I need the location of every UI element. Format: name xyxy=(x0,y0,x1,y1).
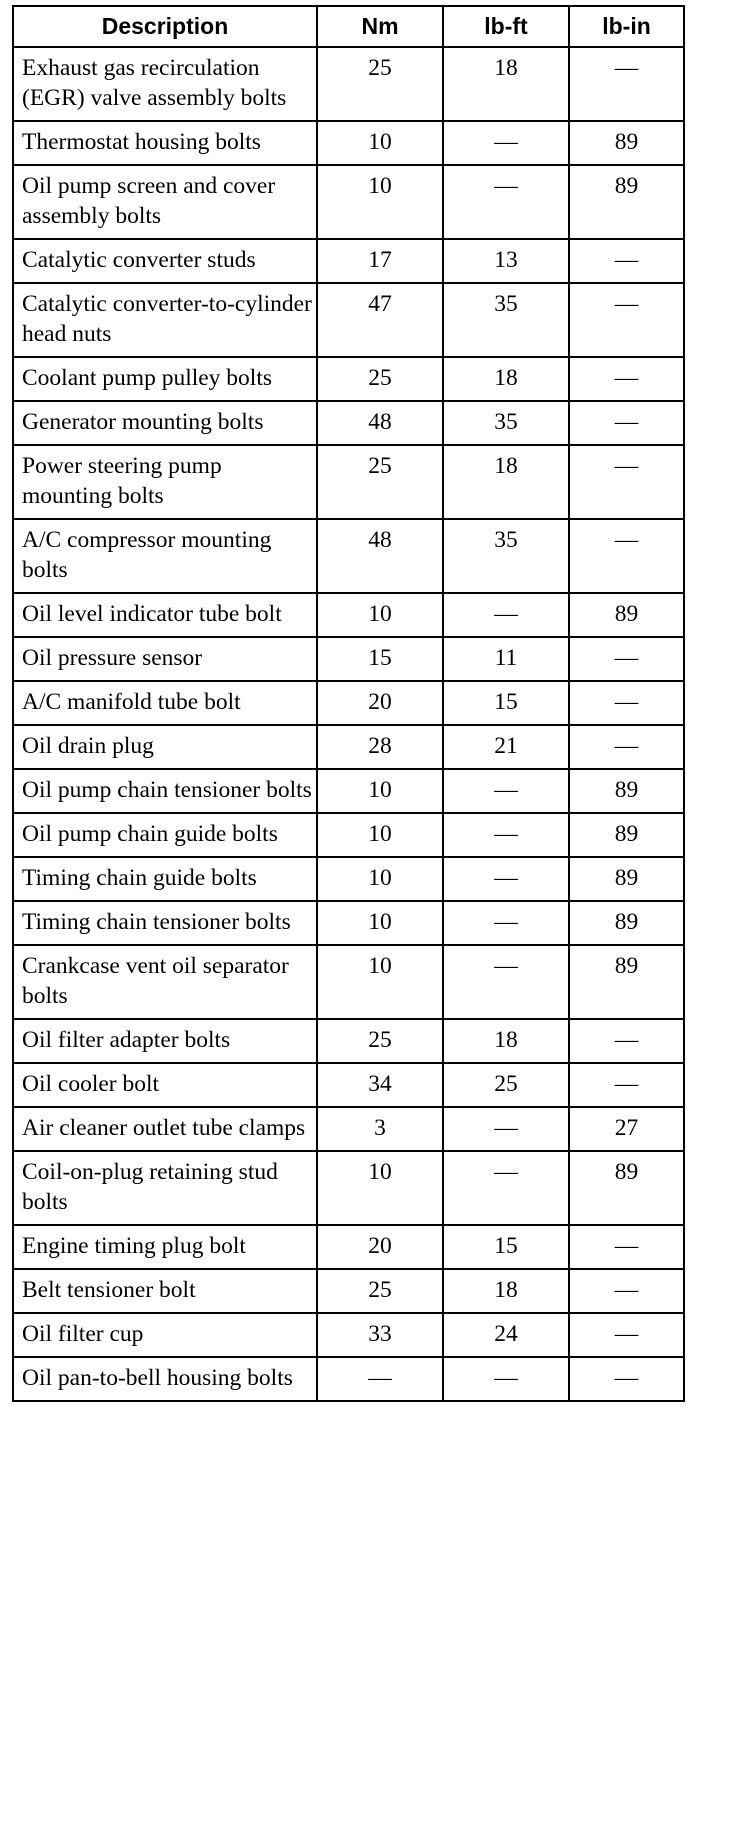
cell-lb-in: — xyxy=(569,1269,684,1313)
table-row xyxy=(13,725,684,769)
cell-description: A/C manifold tube bolt xyxy=(13,681,317,725)
cell-lb-ft: — xyxy=(443,121,569,165)
cell-lb-ft: 15 xyxy=(443,681,569,725)
cell-nm: 25 xyxy=(317,357,443,401)
cell-description: Belt tensioner bolt xyxy=(13,1269,317,1313)
table-row xyxy=(13,283,684,357)
cell-lb-ft: — xyxy=(443,593,569,637)
cell-nm: 10 xyxy=(317,769,443,813)
table-row xyxy=(13,1225,684,1269)
cell-nm: 10 xyxy=(317,813,443,857)
cell-lb-in: 89 xyxy=(569,945,684,1019)
cell-nm: 20 xyxy=(317,1225,443,1269)
cell-lb-in: 89 xyxy=(569,813,684,857)
cell-lb-ft: 35 xyxy=(443,519,569,593)
table-row xyxy=(13,445,684,519)
cell-description: Engine timing plug bolt xyxy=(13,1225,317,1269)
cell-nm: 3 xyxy=(317,1107,443,1151)
table-row xyxy=(13,239,684,283)
cell-lb-ft: 13 xyxy=(443,239,569,283)
cell-lb-ft: 18 xyxy=(443,445,569,519)
column-header-lb-in: lb-in xyxy=(569,6,684,47)
cell-lb-in: — xyxy=(569,283,684,357)
cell-description: Oil filter adapter bolts xyxy=(13,1019,317,1063)
cell-lb-ft: 15 xyxy=(443,1225,569,1269)
cell-lb-ft: 18 xyxy=(443,1019,569,1063)
torque-specifications-table xyxy=(12,5,685,1402)
cell-nm: 10 xyxy=(317,121,443,165)
cell-description: Oil level indicator tube bolt xyxy=(13,593,317,637)
cell-lb-ft: — xyxy=(443,813,569,857)
header-row xyxy=(13,6,684,47)
cell-description: Oil cooler bolt xyxy=(13,1063,317,1107)
cell-lb-ft: 25 xyxy=(443,1063,569,1107)
cell-lb-in: — xyxy=(569,681,684,725)
cell-lb-ft: 18 xyxy=(443,47,569,121)
cell-description: Oil filter cup xyxy=(13,1313,317,1357)
cell-lb-ft: 18 xyxy=(443,1269,569,1313)
table-row xyxy=(13,813,684,857)
cell-lb-in: — xyxy=(569,239,684,283)
cell-description: Generator mounting bolts xyxy=(13,401,317,445)
column-header-lb-ft: lb-ft xyxy=(443,6,569,47)
table-row xyxy=(13,857,684,901)
cell-lb-ft: — xyxy=(443,901,569,945)
cell-description: Oil pump screen and cover assembly bolts xyxy=(13,165,317,239)
cell-lb-ft: 11 xyxy=(443,637,569,681)
cell-nm: 25 xyxy=(317,1269,443,1313)
table-row xyxy=(13,165,684,239)
table-row xyxy=(13,901,684,945)
cell-nm: 10 xyxy=(317,593,443,637)
table-row xyxy=(13,519,684,593)
table-row xyxy=(13,1063,684,1107)
cell-lb-in: — xyxy=(569,47,684,121)
cell-lb-in: 89 xyxy=(569,165,684,239)
table-row xyxy=(13,1269,684,1313)
cell-lb-in: — xyxy=(569,1357,684,1401)
table-row xyxy=(13,1151,684,1225)
cell-lb-ft: 18 xyxy=(443,357,569,401)
cell-lb-ft: 24 xyxy=(443,1313,569,1357)
cell-lb-in: 89 xyxy=(569,857,684,901)
table-body xyxy=(13,47,684,1401)
cell-nm: 25 xyxy=(317,445,443,519)
cell-description: Oil pump chain tensioner bolts xyxy=(13,769,317,813)
column-header-nm: Nm xyxy=(317,6,443,47)
cell-description: Catalytic converter-to-cylinder head nuts xyxy=(13,283,317,357)
cell-description: Coil-on-plug retaining stud bolts xyxy=(13,1151,317,1225)
table-row xyxy=(13,1357,684,1401)
cell-lb-ft: — xyxy=(443,1357,569,1401)
cell-nm: 10 xyxy=(317,1151,443,1225)
cell-nm: 47 xyxy=(317,283,443,357)
cell-nm: 10 xyxy=(317,857,443,901)
table-row xyxy=(13,1107,684,1151)
cell-nm: 20 xyxy=(317,681,443,725)
column-header-description: Description xyxy=(13,6,317,47)
cell-lb-in: — xyxy=(569,1225,684,1269)
cell-nm: 28 xyxy=(317,725,443,769)
table-row xyxy=(13,945,684,1019)
cell-lb-ft: — xyxy=(443,769,569,813)
cell-nm: 25 xyxy=(317,1019,443,1063)
cell-lb-in: — xyxy=(569,445,684,519)
cell-lb-ft: 21 xyxy=(443,725,569,769)
cell-lb-ft: — xyxy=(443,1151,569,1225)
cell-lb-in: — xyxy=(569,1313,684,1357)
cell-lb-ft: — xyxy=(443,857,569,901)
table-row xyxy=(13,121,684,165)
cell-description: Exhaust gas recirculation (EGR) valve assembly bolts xyxy=(13,47,317,121)
cell-nm: 48 xyxy=(317,519,443,593)
cell-lb-ft: — xyxy=(443,1107,569,1151)
cell-lb-in: — xyxy=(569,1063,684,1107)
cell-lb-in: 89 xyxy=(569,1151,684,1225)
table-row xyxy=(13,357,684,401)
cell-nm: 34 xyxy=(317,1063,443,1107)
cell-description: Crankcase vent oil separator bolts xyxy=(13,945,317,1019)
cell-description: Catalytic converter studs xyxy=(13,239,317,283)
table-row xyxy=(13,637,684,681)
cell-lb-in: — xyxy=(569,1019,684,1063)
table-row xyxy=(13,1313,684,1357)
cell-nm: 48 xyxy=(317,401,443,445)
cell-lb-in: 27 xyxy=(569,1107,684,1151)
cell-nm: 10 xyxy=(317,945,443,1019)
cell-description: A/C compressor mounting bolts xyxy=(13,519,317,593)
cell-lb-in: — xyxy=(569,637,684,681)
cell-nm: 15 xyxy=(317,637,443,681)
cell-lb-ft: — xyxy=(443,945,569,1019)
cell-description: Oil pan-to-bell housing bolts xyxy=(13,1357,317,1401)
cell-nm: — xyxy=(317,1357,443,1401)
cell-description: Timing chain guide bolts xyxy=(13,857,317,901)
cell-lb-ft: — xyxy=(443,165,569,239)
cell-lb-in: — xyxy=(569,401,684,445)
cell-nm: 25 xyxy=(317,47,443,121)
cell-lb-in: 89 xyxy=(569,593,684,637)
cell-description: Oil pump chain guide bolts xyxy=(13,813,317,857)
cell-lb-in: — xyxy=(569,519,684,593)
table-row xyxy=(13,1019,684,1063)
cell-nm: 17 xyxy=(317,239,443,283)
cell-description: Timing chain tensioner bolts xyxy=(13,901,317,945)
cell-lb-in: 89 xyxy=(569,901,684,945)
cell-description: Power steering pump mounting bolts xyxy=(13,445,317,519)
cell-nm: 10 xyxy=(317,901,443,945)
cell-description: Oil pressure sensor xyxy=(13,637,317,681)
cell-nm: 33 xyxy=(317,1313,443,1357)
cell-description: Air cleaner outlet tube clamps xyxy=(13,1107,317,1151)
cell-description: Coolant pump pulley bolts xyxy=(13,357,317,401)
cell-description: Thermostat housing bolts xyxy=(13,121,317,165)
cell-nm: 10 xyxy=(317,165,443,239)
cell-lb-in: 89 xyxy=(569,769,684,813)
cell-lb-ft: 35 xyxy=(443,401,569,445)
cell-description: Oil drain plug xyxy=(13,725,317,769)
cell-lb-in: — xyxy=(569,725,684,769)
table-row xyxy=(13,769,684,813)
table-row xyxy=(13,401,684,445)
cell-lb-in: 89 xyxy=(569,121,684,165)
cell-lb-ft: 35 xyxy=(443,283,569,357)
table-row xyxy=(13,681,684,725)
table-row xyxy=(13,47,684,121)
cell-lb-in: — xyxy=(569,357,684,401)
table-row xyxy=(13,593,684,637)
